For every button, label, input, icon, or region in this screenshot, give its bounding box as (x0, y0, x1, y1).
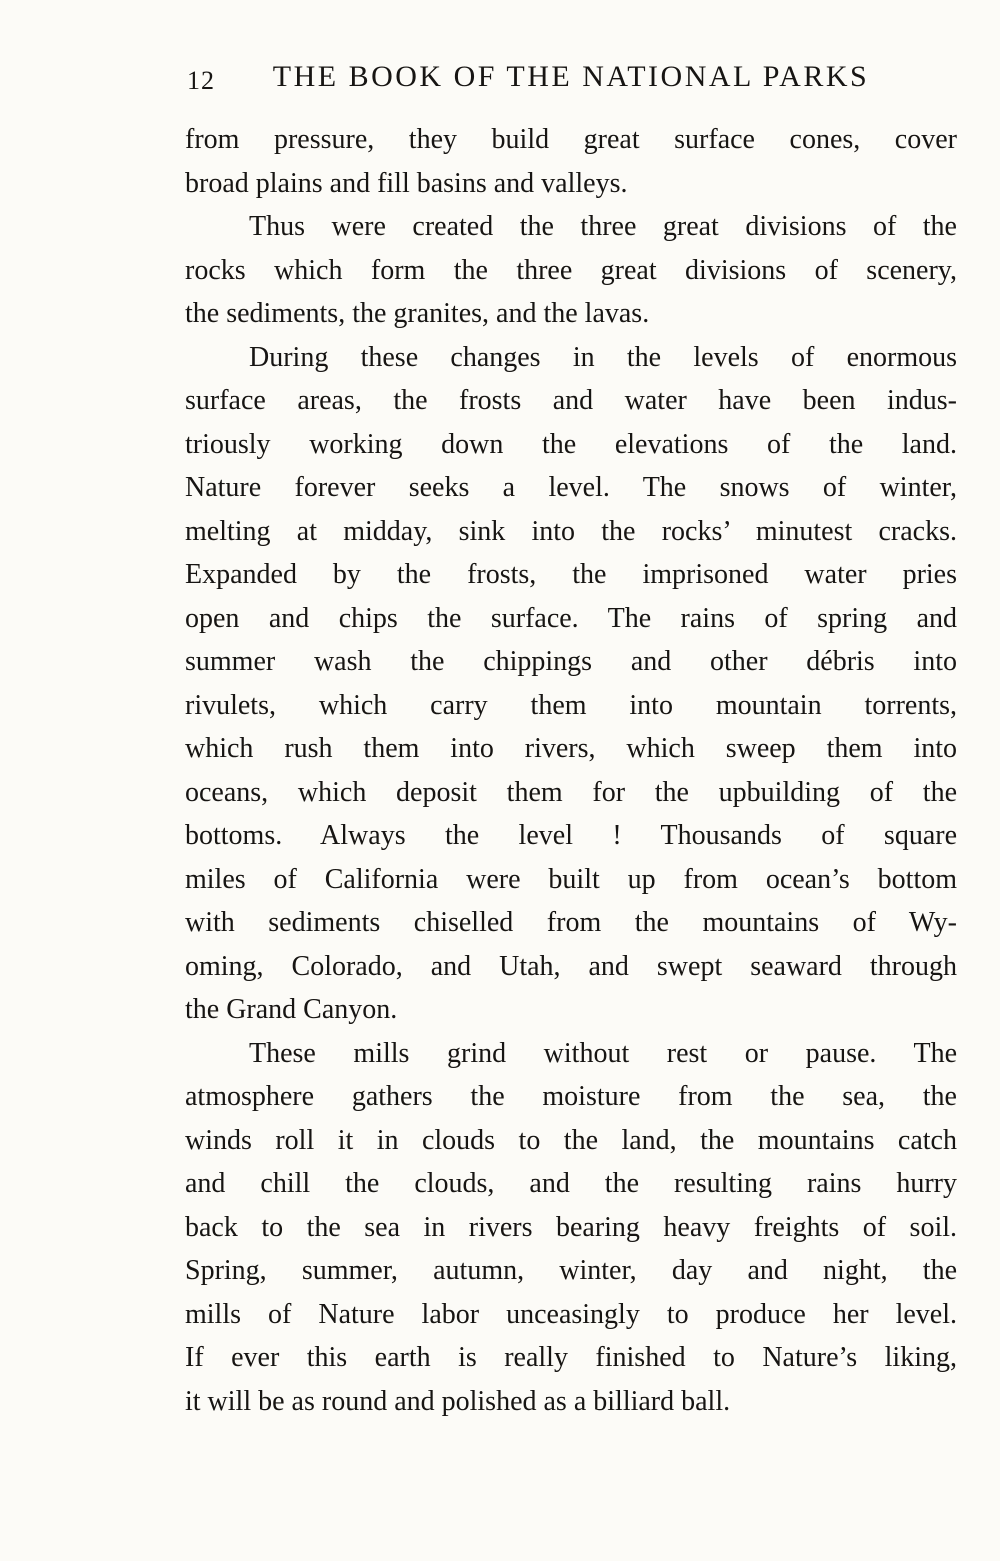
text-line: surface areas, the frosts and water have been indus- (185, 385, 957, 416)
text-line: and chill the clouds, and the resulting rains hurry (185, 1168, 957, 1199)
text-line: Thus were created the three great divisions of the (249, 211, 957, 242)
text-line: it will be as round and polished as a billiard ball. (185, 1385, 731, 1417)
text-line: Nature forever seeks a level. The snows of winter, (185, 472, 957, 503)
book-page (185, 60, 957, 1423)
text-line: If ever this earth is really finished to Nature’s liking, (185, 1342, 957, 1373)
text-line: the Grand Canyon. (185, 994, 398, 1025)
paragraph (185, 336, 957, 1032)
text-line: Spring, summer, autumn, winter, day and night, the (185, 1255, 957, 1286)
text-line: During these changes in the levels of enormous (249, 341, 957, 373)
text-line: back to the sea in rivers bearing heavy freights of soil. (185, 1211, 957, 1243)
text-line: oming, Colorado, and Utah, and swept seaward through (185, 950, 957, 982)
text-line: Expanded by the frosts, the imprisoned water pries (185, 559, 957, 590)
text-line: oceans, which deposit them for the upbuilding of the (185, 776, 957, 808)
text-line: broad plains and fill basins and valleys. (185, 167, 628, 199)
text-line: rocks which form the three great divisions of scenery, (185, 254, 957, 286)
page-body (185, 118, 957, 1423)
paragraph (185, 118, 957, 205)
text-line: with sediments chiselled from the mountains of Wy- (185, 907, 957, 938)
text-line: which rush them into rivers, which sweep them into (185, 733, 957, 764)
text-line: melting at midday, sink into the rocks’ minutest cracks. (185, 515, 957, 547)
text-line: miles of California were built up from ocean’s bottom (185, 863, 957, 895)
text-line: from pressure, they build great surface cones, cover (185, 124, 957, 155)
text-line: rivulets, which carry them into mountain torrents, (185, 689, 957, 721)
text-line: open and chips the surface. The rains of spring and (185, 602, 957, 634)
text-line: mills of Nature labor unceasingly to produce her level. (185, 1298, 957, 1330)
text-line: bottoms. Always the level ! Thousands of square (185, 820, 957, 851)
page-header (185, 60, 957, 104)
text-line: triously working down the elevations of the land. (185, 428, 957, 460)
text-line: summer wash the chippings and other débris into (185, 646, 957, 677)
text-line: the sediments, the granites, and the lavas. (185, 298, 650, 329)
page-number: 12 (187, 66, 215, 95)
paragraph (185, 1032, 957, 1424)
running-title: THE BOOK OF THE NATIONAL PARKS (272, 60, 870, 93)
paragraph (185, 205, 957, 336)
text-line: These mills grind without rest or pause. The (249, 1037, 957, 1069)
text-line: winds roll it in clouds to the land, the mountains catch (185, 1124, 957, 1156)
text-line: atmosphere gathers the moisture from the sea, the (185, 1081, 957, 1112)
